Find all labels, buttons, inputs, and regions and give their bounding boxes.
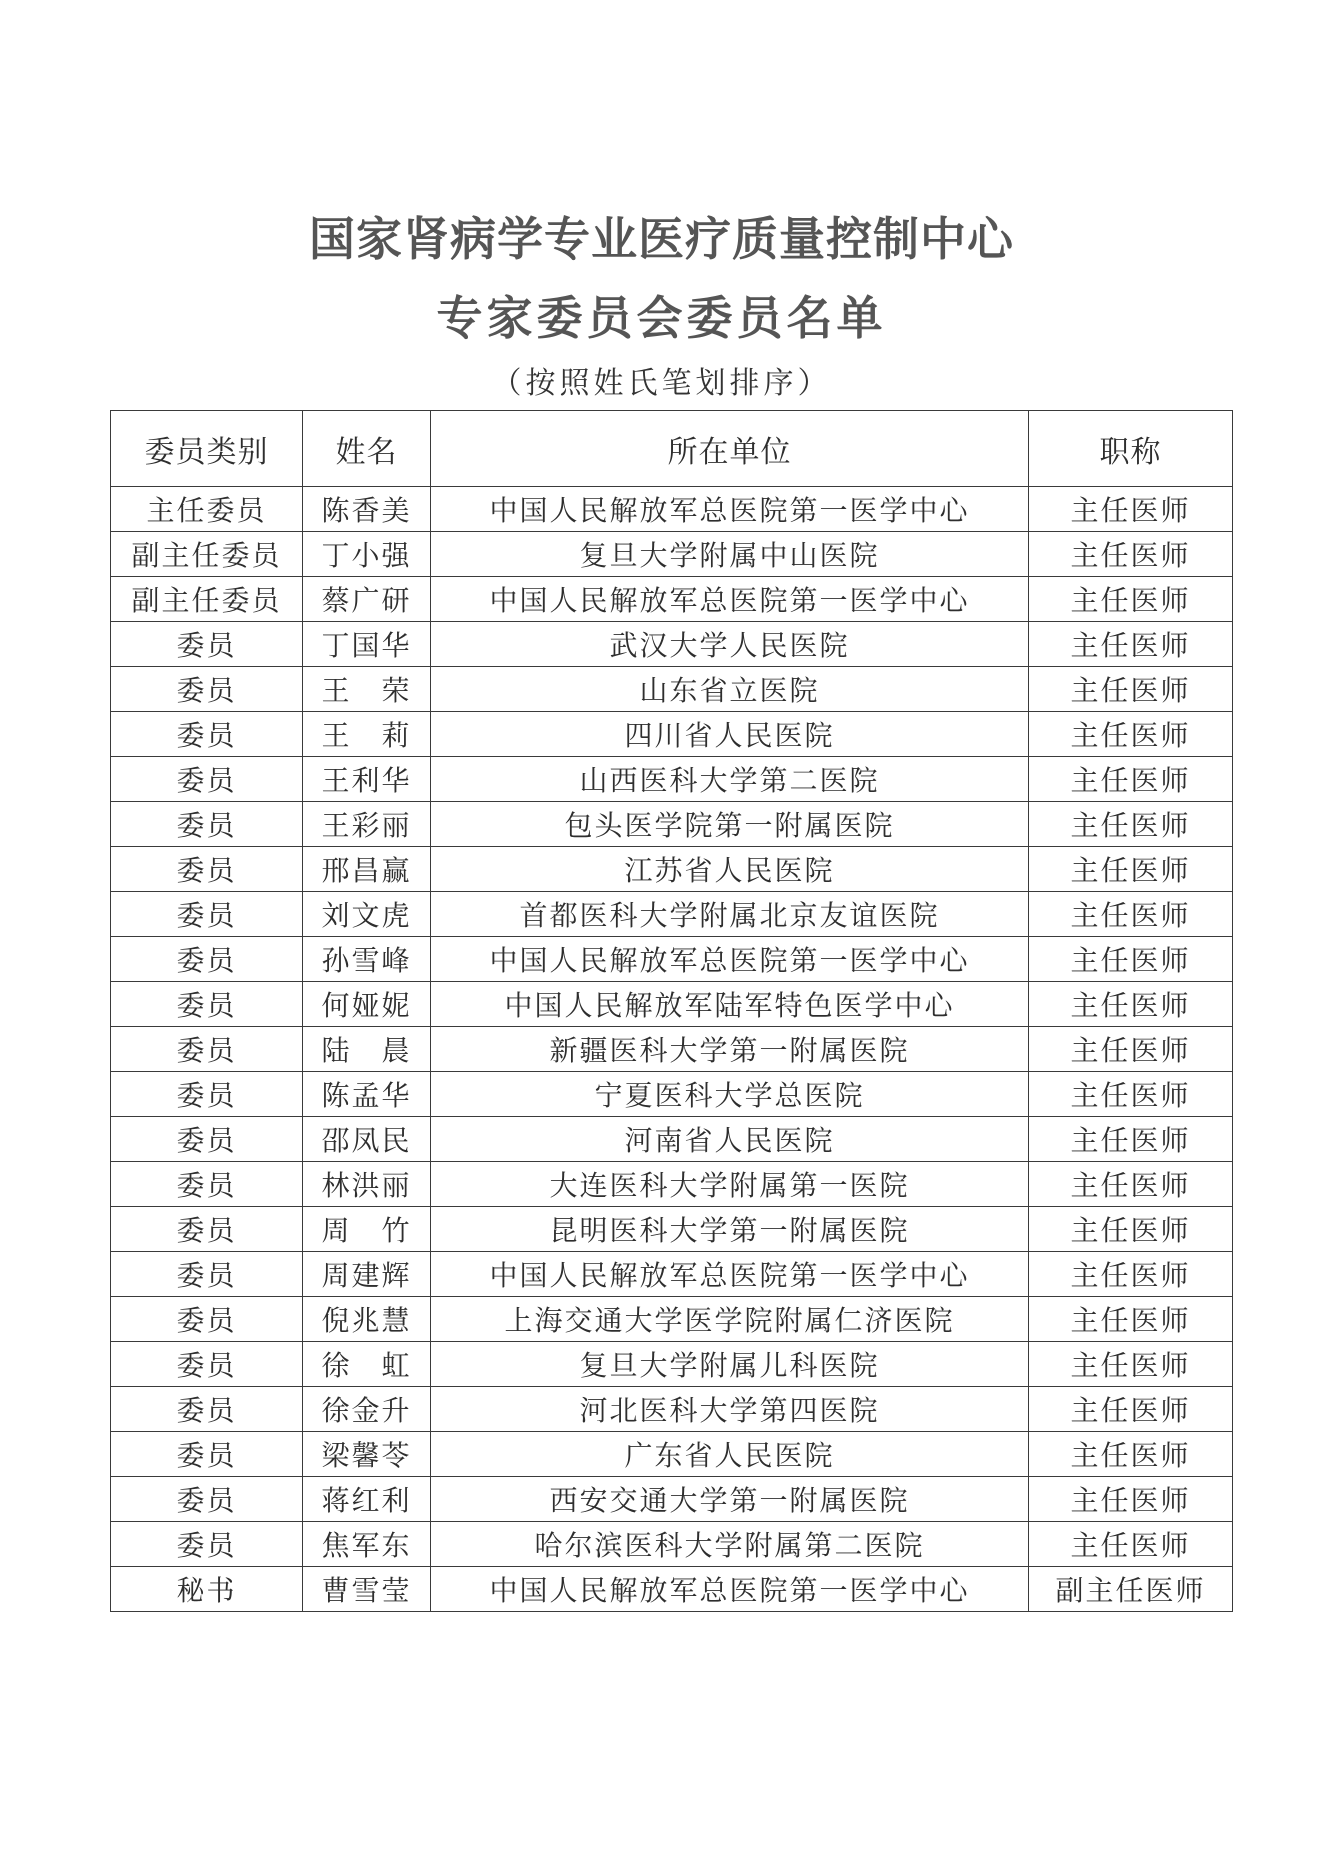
member-title: 主任医师	[1029, 1117, 1233, 1162]
member-title: 主任医师	[1029, 1252, 1233, 1297]
member-name: 曹雪莹	[303, 1567, 431, 1612]
member-category: 委员	[111, 1117, 303, 1162]
table-row	[111, 1162, 1233, 1207]
member-title: 主任医师	[1029, 712, 1233, 757]
table-row	[111, 847, 1233, 892]
member-title: 主任医师	[1029, 577, 1233, 622]
table-row	[111, 1072, 1233, 1117]
member-name: 蔡广研	[303, 577, 431, 622]
member-category: 委员	[111, 937, 303, 982]
member-title: 主任医师	[1029, 757, 1233, 802]
member-unit: 宁夏医科大学总医院	[431, 1072, 1029, 1117]
member-category: 委员	[111, 802, 303, 847]
member-category: 委员	[111, 757, 303, 802]
member-title: 主任医师	[1029, 667, 1233, 712]
member-title: 主任医师	[1029, 847, 1233, 892]
member-name: 林洪丽	[303, 1162, 431, 1207]
member-unit: 武汉大学人民医院	[431, 622, 1029, 667]
member-name: 王利华	[303, 757, 431, 802]
member-category: 委员	[111, 1342, 303, 1387]
table-row	[111, 1207, 1233, 1252]
member-unit: 山东省立医院	[431, 667, 1029, 712]
document-subtitle-heading: 专家委员会委员名单	[436, 291, 887, 345]
table-row	[111, 712, 1233, 757]
document-title: 国家肾病学专业医疗质量控制中心	[309, 212, 1014, 266]
member-name: 徐 虹	[303, 1342, 431, 1387]
member-name: 蒋红利	[303, 1477, 431, 1522]
member-unit: 上海交通大学医学院附属仁济医院	[431, 1297, 1029, 1342]
member-unit: 哈尔滨医科大学附属第二医院	[431, 1522, 1029, 1567]
member-category: 副主任委员	[111, 532, 303, 577]
member-category: 委员	[111, 1207, 303, 1252]
table-row	[111, 1027, 1233, 1072]
member-name: 徐金升	[303, 1387, 431, 1432]
member-category: 委员	[111, 1252, 303, 1297]
table-row	[111, 1477, 1233, 1522]
member-title: 主任医师	[1029, 892, 1233, 937]
member-category: 委员	[111, 1297, 303, 1342]
member-name: 刘文虎	[303, 892, 431, 937]
member-unit: 江苏省人民医院	[431, 847, 1029, 892]
member-title: 主任医师	[1029, 487, 1233, 532]
table-row	[111, 1432, 1233, 1477]
table-row	[111, 1567, 1233, 1612]
member-category: 委员	[111, 667, 303, 712]
member-category: 委员	[111, 892, 303, 937]
member-name: 陆 晨	[303, 1027, 431, 1072]
member-unit: 中国人民解放军陆军特色医学中心	[431, 982, 1029, 1027]
member-name: 何娅妮	[303, 982, 431, 1027]
member-category: 委员	[111, 1477, 303, 1522]
table-row	[111, 1522, 1233, 1567]
table-row	[111, 1387, 1233, 1432]
member-category: 秘书	[111, 1567, 303, 1612]
table-row	[111, 802, 1233, 847]
member-category: 委员	[111, 622, 303, 667]
member-title: 主任医师	[1029, 1297, 1233, 1342]
member-name: 王 莉	[303, 712, 431, 757]
member-title: 主任医师	[1029, 1162, 1233, 1207]
header-category: 委员类别	[111, 411, 303, 487]
member-title: 主任医师	[1029, 937, 1233, 982]
header-title: 职称	[1029, 411, 1233, 487]
member-category: 委员	[111, 1027, 303, 1072]
member-unit: 四川省人民医院	[431, 712, 1029, 757]
member-title: 主任医师	[1029, 532, 1233, 577]
member-title: 主任医师	[1029, 1387, 1233, 1432]
member-name: 丁国华	[303, 622, 431, 667]
table-row	[111, 487, 1233, 532]
member-name: 王彩丽	[303, 802, 431, 847]
member-name: 孙雪峰	[303, 937, 431, 982]
member-category: 委员	[111, 1432, 303, 1477]
table-body	[111, 487, 1233, 1612]
table-row	[111, 1117, 1233, 1162]
member-title: 主任医师	[1029, 1207, 1233, 1252]
header-unit: 所在单位	[431, 411, 1029, 487]
member-title: 主任医师	[1029, 1072, 1233, 1117]
member-title: 主任医师	[1029, 802, 1233, 847]
member-unit: 广东省人民医院	[431, 1432, 1029, 1477]
member-name: 丁小强	[303, 532, 431, 577]
member-unit: 河北医科大学第四医院	[431, 1387, 1029, 1432]
member-unit: 大连医科大学附属第一医院	[431, 1162, 1029, 1207]
member-category: 委员	[111, 847, 303, 892]
member-unit: 新疆医科大学第一附属医院	[431, 1027, 1029, 1072]
table-row	[111, 937, 1233, 982]
table-row	[111, 532, 1233, 577]
member-unit: 中国人民解放军总医院第一医学中心	[431, 1252, 1029, 1297]
member-title: 主任医师	[1029, 1477, 1233, 1522]
member-category: 委员	[111, 1387, 303, 1432]
member-unit: 中国人民解放军总医院第一医学中心	[431, 1567, 1029, 1612]
member-category: 委员	[111, 712, 303, 757]
member-title: 主任医师	[1029, 622, 1233, 667]
member-unit: 中国人民解放军总医院第一医学中心	[431, 937, 1029, 982]
table-header-row	[111, 411, 1233, 487]
member-unit: 河南省人民医院	[431, 1117, 1029, 1162]
table-row	[111, 1297, 1233, 1342]
member-name: 梁馨苓	[303, 1432, 431, 1477]
table-row	[111, 757, 1233, 802]
member-name: 邢昌赢	[303, 847, 431, 892]
member-name: 倪兆慧	[303, 1297, 431, 1342]
sort-note: （按照姓氏笔划排序）	[491, 366, 832, 401]
member-name: 焦军东	[303, 1522, 431, 1567]
member-category: 委员	[111, 1162, 303, 1207]
member-name: 邵凤民	[303, 1117, 431, 1162]
member-unit: 中国人民解放军总医院第一医学中心	[431, 577, 1029, 622]
member-name: 陈香美	[303, 487, 431, 532]
member-title: 副主任医师	[1029, 1567, 1233, 1612]
member-unit: 中国人民解放军总医院第一医学中心	[431, 487, 1029, 532]
member-category: 主任委员	[111, 487, 303, 532]
member-category: 副主任委员	[111, 577, 303, 622]
member-unit: 山西医科大学第二医院	[431, 757, 1029, 802]
member-name: 王 荣	[303, 667, 431, 712]
member-name: 周 竹	[303, 1207, 431, 1252]
member-unit: 昆明医科大学第一附属医院	[431, 1207, 1029, 1252]
member-unit: 复旦大学附属儿科医院	[431, 1342, 1029, 1387]
member-name: 陈孟华	[303, 1072, 431, 1117]
table-row	[111, 892, 1233, 937]
member-title: 主任医师	[1029, 1432, 1233, 1477]
member-category: 委员	[111, 1522, 303, 1567]
member-unit: 复旦大学附属中山医院	[431, 532, 1029, 577]
member-category: 委员	[111, 1072, 303, 1117]
table-row	[111, 982, 1233, 1027]
member-name: 周建辉	[303, 1252, 431, 1297]
member-title: 主任医师	[1029, 982, 1233, 1027]
header-name: 姓名	[303, 411, 431, 487]
member-title: 主任医师	[1029, 1342, 1233, 1387]
member-title: 主任医师	[1029, 1027, 1233, 1072]
table-row	[111, 622, 1233, 667]
table-row	[111, 577, 1233, 622]
member-unit: 首都医科大学附属北京友谊医院	[431, 892, 1029, 937]
member-unit: 包头医学院第一附属医院	[431, 802, 1029, 847]
table-row	[111, 667, 1233, 712]
member-title: 主任医师	[1029, 1522, 1233, 1567]
committee-table	[110, 410, 1233, 1612]
table-row	[111, 1252, 1233, 1297]
member-category: 委员	[111, 982, 303, 1027]
member-unit: 西安交通大学第一附属医院	[431, 1477, 1029, 1522]
table-row	[111, 1342, 1233, 1387]
